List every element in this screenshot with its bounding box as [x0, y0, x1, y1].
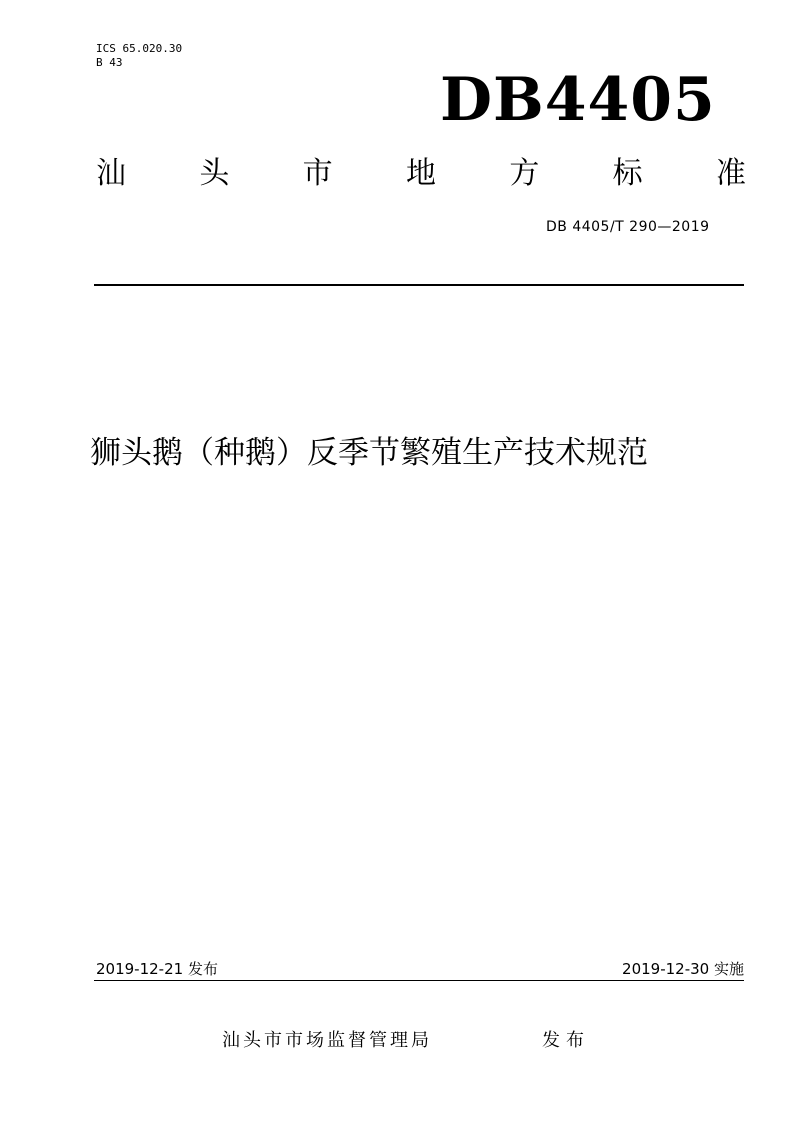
document-title: 狮头鹅（种鹅）反季节繁殖生产技术规范	[90, 435, 648, 471]
implement-date: 2019-12-30 实施	[622, 958, 744, 981]
standard-type-char: 头	[199, 156, 230, 191]
db-code: DB4405	[440, 65, 716, 135]
standard-type-char: 标	[612, 156, 643, 191]
header-divider	[94, 284, 744, 286]
standard-type-char: 汕	[96, 156, 126, 191]
standard-type-char: 准	[715, 156, 746, 191]
footer-divider	[94, 980, 744, 981]
standard-type-char: 方	[509, 156, 540, 191]
issuer-name: 汕头市市场监督管理局	[222, 1030, 432, 1051]
issuer-action: 发布	[542, 1030, 590, 1051]
standard-type-heading	[96, 154, 746, 194]
ccs-code: B 43	[96, 56, 123, 69]
classification-codes	[96, 42, 182, 70]
ics-code: ICS 65.020.30	[96, 42, 183, 55]
standard-type-char: 市	[302, 156, 333, 191]
publish-date: 2019-12-21 发布	[96, 958, 218, 981]
standard-number: DB 4405/T 290—2019	[546, 219, 710, 235]
standard-type-char: 地	[405, 156, 436, 191]
